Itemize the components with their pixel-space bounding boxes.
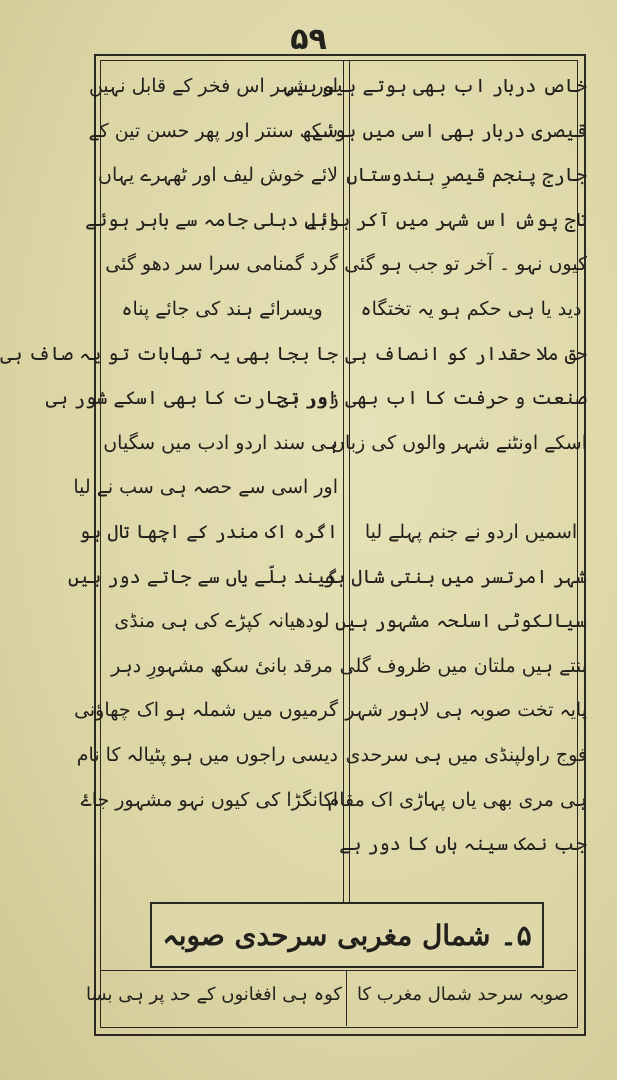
verse-line: دیسی راجوں میں ہو پٹیالہ کا نام: [76, 743, 338, 766]
page-number: ۵۹: [290, 22, 327, 57]
bottom-verse-right: صوبہ سرحد شمال مغرب کا: [357, 984, 569, 1005]
verse-line: [355, 465, 587, 510]
verse-line: جارج پنجم قیصرِ ہندوستاں: [346, 164, 587, 187]
verse-line: فوج راولپنڈی میں ہی سرحدی: [345, 743, 587, 766]
verse-line: اور تجارت کا بھی اسکے شور ہی: [45, 387, 338, 410]
verse-line: اسمیں اردو نے جنم پہلے لیا: [364, 520, 578, 543]
verse-line: خاص دربار اب بھی ہوتے ہیں ہیں: [283, 75, 587, 97]
verse-line: جب نمک سینہ ہاں کا دور ہے: [339, 833, 587, 856]
verse-line: اگرہ اک مندر کے اچھا تال ہو: [79, 520, 338, 543]
verse-line: جا بجا بھی یہ تھابات تو یہ صاف ہی: [0, 342, 338, 365]
verse-line: شہر امرتسر میں بنتی شال ہو: [323, 565, 587, 588]
verse-line: سکھ سنتر اور پھر حسن تین کے: [88, 119, 338, 142]
verse-line: تاج پوش اس شہر میں آکر ہوئے: [305, 208, 587, 231]
verse-line: لائے خوش لیف اور ٹھہرے یہاں: [98, 164, 338, 187]
verse-line: سیالکوٹی اسلحہ مشہور ہیں: [335, 610, 587, 633]
verse-line: اور اسی سے حصہ ہی سب نے لیا: [73, 476, 338, 499]
verse-line: حق ملا حقدار کو انصاف ہی: [345, 342, 587, 365]
verse-line: ہی سند اردو ادب میں سگیاں: [103, 431, 338, 454]
verse-line: ویسرائے ہند کی جائے پناہ: [121, 297, 323, 320]
verse-line: اہل دہلی جامہ سے باہر ہوئے: [85, 208, 338, 231]
bottom-rule: [100, 970, 576, 971]
verse-line: کیوں نہو ۔ آخر تو جب ہو گئی: [344, 253, 587, 276]
verse-line: ہی مری بھی یاں پہاڑی اک مقام: [327, 788, 587, 811]
verse-line: گرد گمنامی سرا سر دھو گئی: [105, 253, 338, 276]
left-column: [0, 64, 338, 822]
section-title: ۵۔ شمال مغربی سرحدی صوبہ: [150, 902, 544, 968]
right-column: [277, 64, 587, 867]
verse-line: مرقد بانیٔ سکھ مشہورِ دہر: [111, 654, 333, 677]
bottom-verse-left: کوہ ہی افغانوں کے حد پر ہی بسا: [85, 984, 342, 1005]
verse-line: قیصری دربار بھی اسی میں ہوئے: [311, 119, 587, 142]
verse-line: اور شہر اس فخر کے قابل نہیں: [88, 75, 338, 97]
verse-line: صنعت و حرفت کا اب بھی زور ہی: [277, 387, 587, 410]
verse-line: دید یا ہی حکم ہو یہ تختگاہ: [360, 297, 582, 320]
verse-line: بنتے ہیں ملتان میں ظروف گلی: [339, 654, 587, 677]
verse-line: گیند بلّے یاں سے جاتے دور ہیں: [67, 565, 338, 588]
verse-line: لودھیانہ کپڑے کی ہی منڈی: [114, 610, 330, 633]
verse-line: گرمیوں میں شملہ ہو اک چھاؤنی: [74, 699, 338, 722]
verse-line: اکانگڑا کی کیوں نہو مشہور جاۓ: [80, 788, 338, 811]
verse-line: اسکے اونٹنے شہر والوں کی زباں: [331, 431, 587, 454]
verse-line: پایہ تخت صوبہ ہی لاہور شہر: [345, 699, 587, 722]
bottom-divider: [346, 970, 347, 1026]
